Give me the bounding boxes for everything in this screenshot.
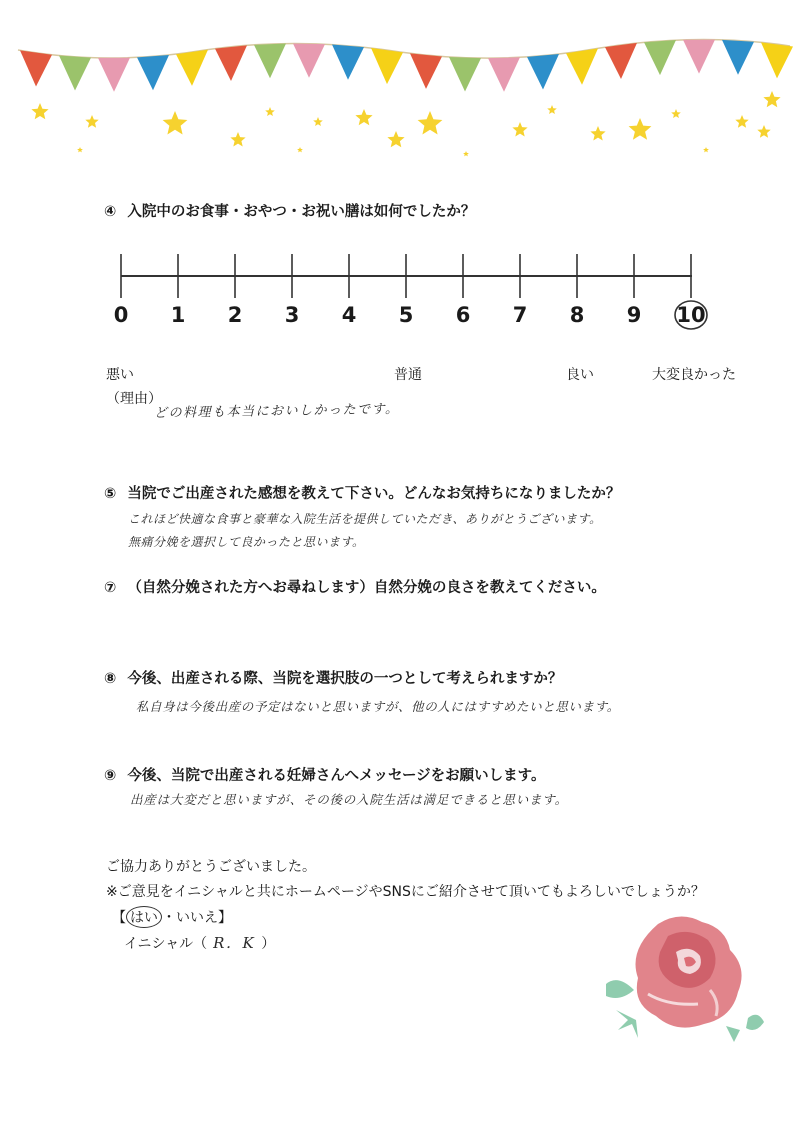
star-icon — [355, 109, 372, 125]
star-icon — [230, 132, 245, 147]
star-icon — [31, 103, 48, 119]
scale-number-1[interactable]: 1 — [170, 303, 186, 327]
bunting-flag — [683, 40, 715, 74]
star-icon — [757, 125, 770, 138]
star-icon — [547, 105, 557, 114]
star-icon — [77, 147, 83, 152]
scale-number-9[interactable]: 9 — [626, 303, 642, 327]
bunting-flag — [722, 40, 754, 75]
initial-close: ） — [261, 936, 276, 952]
star-icon — [463, 151, 469, 156]
scale-number-5[interactable]: 5 — [398, 303, 414, 327]
q9-number: ⑨ — [104, 768, 117, 784]
q7-question-text: （自然分娩された方へお尋ねします）自然分娩の良さを教えてください。 — [127, 580, 606, 596]
initial-row — [124, 932, 275, 953]
star-icon — [163, 111, 188, 135]
bunting-flag — [59, 55, 91, 90]
bunting-flag — [254, 44, 286, 79]
star-icon — [763, 91, 780, 107]
star-icon — [512, 122, 527, 137]
scale-number-8[interactable]: 8 — [569, 303, 585, 327]
bunting-flag — [215, 45, 247, 81]
label-good: 良い — [566, 367, 594, 383]
q4-question — [104, 200, 475, 221]
bunting-flag — [605, 43, 637, 79]
bunting-flag — [644, 40, 676, 75]
label-very-good: 大変良かった — [652, 367, 736, 383]
q5-answer-line-2: 無痛分娩を選択して良かったと思います。 — [128, 535, 365, 549]
q7-question — [104, 576, 606, 597]
q8-question-text: 今後、出産される際、当院を選択肢の一つとして考えられますか？ — [127, 671, 563, 687]
scale-number-2[interactable]: 2 — [227, 303, 243, 327]
bunting-flag — [566, 48, 598, 84]
bunting-flag — [527, 54, 559, 89]
star-icon — [590, 126, 605, 141]
q5-question-text: 当院でご出産された感想を教えて下さい。どんなお気持ちになりましたか？ — [127, 486, 621, 502]
scale-number-10[interactable]: 10 — [676, 303, 706, 327]
bunting-flag — [98, 58, 130, 92]
bunting-flag — [449, 57, 481, 92]
q5-question — [104, 482, 620, 503]
consent-options — [112, 906, 232, 928]
star-icon — [735, 115, 748, 128]
label-bad: 悪い — [106, 367, 134, 383]
rose-petals — [636, 916, 742, 1027]
bunting-flag — [410, 53, 442, 89]
q5-number: ⑤ — [104, 486, 117, 502]
thanks-text: ご協力ありがとうございました。 — [106, 859, 316, 875]
scale-number-4[interactable]: 4 — [341, 303, 357, 327]
star-icon — [418, 111, 443, 135]
reason-answer: どの料理も本当においしかったです。 — [153, 401, 400, 422]
option-separator: ・ — [162, 910, 176, 926]
star-icon — [85, 115, 98, 128]
bunting-flag — [371, 48, 403, 84]
star-icon — [671, 109, 681, 118]
reason-label: （理由） — [106, 391, 162, 407]
scale-number-7[interactable]: 7 — [512, 303, 528, 327]
bracket-close: 】 — [218, 910, 232, 926]
star-icon — [265, 107, 275, 116]
bunting-flag — [761, 42, 793, 78]
star-icon — [297, 147, 303, 152]
bunting-banner — [0, 0, 800, 170]
scale-number-0[interactable]: 0 — [113, 303, 129, 327]
q5-answer-line-1: これほど快適な食事と豪華な入院生活を提供していただき、ありがとうございます。 — [128, 512, 602, 526]
q9-question-text: 今後、当院で出産される妊婦さんへメッセージをお願いします。 — [127, 768, 546, 784]
star-icon — [387, 131, 404, 147]
scale-number-6[interactable]: 6 — [455, 303, 471, 327]
bunting-flag — [137, 55, 169, 90]
bunting-flag — [293, 43, 325, 77]
bunting-flag — [20, 50, 52, 86]
bunting-flag — [332, 44, 364, 79]
q4-number: ④ — [104, 204, 117, 220]
q8-answer: 私自身は今後出産の予定はないと思いますが、他の人にはすすめたいと思います。 — [136, 699, 620, 714]
scale-number-3[interactable]: 3 — [284, 303, 300, 327]
rose-illustration — [598, 906, 768, 1046]
label-normal: 普通 — [394, 367, 422, 383]
consent-question: ※ご意見をイニシャルと共にホームページやSNSにご紹介させて頂いてもよろしいでしょうか？ — [106, 884, 705, 900]
q8-number: ⑧ — [104, 671, 117, 687]
option-no[interactable]: いいえ — [176, 910, 218, 926]
q4-question-text: 入院中のお食事・おやつ・お祝い膳は如何でしたか？ — [127, 204, 476, 220]
bracket-open: 【 — [112, 910, 126, 926]
star-icon — [313, 117, 323, 126]
bunting-flag — [176, 50, 208, 86]
initial-value: R．K — [213, 934, 256, 952]
initial-label: イニシャル（ — [124, 936, 208, 952]
q9-question — [104, 764, 546, 785]
q7-number: ⑦ — [104, 580, 117, 596]
q8-question — [104, 667, 562, 688]
option-yes[interactable]: はい — [126, 906, 162, 928]
star-icon — [703, 147, 709, 152]
star-icon — [629, 118, 652, 140]
q9-answer: 出産は大変だと思いますが、その後の入院生活は満足できると思います。 — [130, 792, 568, 807]
bunting-flag — [488, 57, 520, 91]
